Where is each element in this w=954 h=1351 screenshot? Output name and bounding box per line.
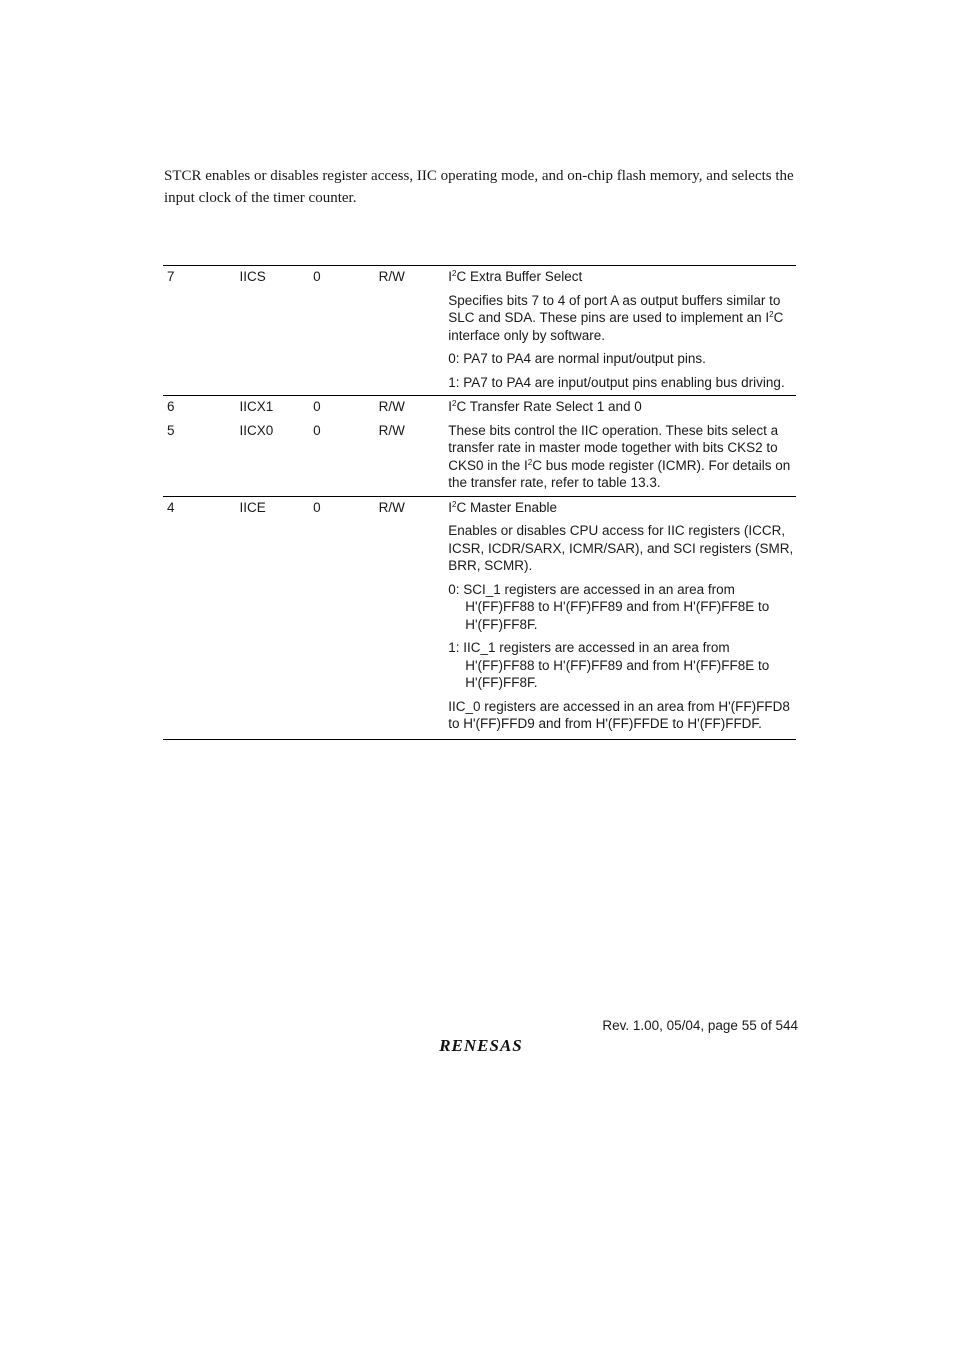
option-1: 1: IIC_1 registers are accessed in an area from H'(FF)FF88 to H'(FF)FF89 and from H'(FF)FF8E to H'(FF)FF8F.	[448, 640, 770, 690]
superscript: 2	[451, 269, 457, 278]
renesas-logo	[420, 1034, 542, 1056]
title-text-pre: I	[448, 269, 452, 284]
bit-name: IICE	[239, 496, 313, 739]
read-write: R/W	[378, 422, 405, 438]
title-text-post: C Master Enable	[456, 499, 557, 515]
superscript: 2	[769, 310, 774, 319]
bit-name: IICX1	[239, 396, 313, 422]
para-text-post: C interface only by software.	[448, 310, 784, 343]
superscript: 2	[451, 499, 457, 509]
title-text-post: C Transfer Rate Select 1 and 0	[456, 399, 642, 414]
superscript: 2	[527, 457, 533, 467]
bit-number: 6	[163, 396, 239, 422]
table-row-bit4	[163, 496, 796, 739]
description-paragraph-2: IIC_0 registers are accessed in an area from H'(FF)FFD8 to H'(FF)FFD9 and from H'(FF)FFDE to H'(FF)FFDF.	[448, 698, 790, 731]
title-text-pre: I	[448, 499, 452, 515]
table-row-bit5	[163, 422, 796, 497]
initial-value: 0	[313, 496, 379, 739]
page-footer-info: Rev. 1.00, 05/04, page 55 of 544	[602, 1018, 798, 1033]
description-paragraph	[448, 292, 796, 345]
description-paragraph: Enables or disables CPU access for IIC registers (ICCR, ICSR, ICDR/SARX, ICMR/SAR), and SCI registers (SMR, BRR, SCMR).	[448, 523, 794, 573]
initial-value: 0	[313, 422, 321, 438]
initial-value: 0	[313, 266, 379, 396]
option-1: 1: PA7 to PA4 are input/output pins enabling bus driving.	[448, 374, 785, 390]
option-0: 0: SCI_1 registers are accessed in an area from H'(FF)FF88 to H'(FF)FF89 and from H'(FF)FF8E to H'(FF)FF8F.	[448, 581, 770, 632]
description-paragraph	[448, 422, 796, 492]
description-title	[448, 499, 796, 517]
title-text-pre: I	[448, 399, 452, 414]
initial-value: 0	[313, 396, 379, 422]
bit-number: 4	[163, 496, 239, 739]
logo-wordmark: RENESAS	[439, 1036, 523, 1055]
superscript: 2	[451, 399, 457, 408]
bit-number: 5	[167, 422, 175, 438]
description-title	[448, 268, 796, 286]
para-text-post: C bus mode register (ICMR). For details on the transfer rate, refer to table 13.3.	[448, 457, 791, 490]
option-0: 0: PA7 to PA4 are normal input/output pins.	[448, 351, 706, 366]
para-text-pre: These bits control the IIC operation. These bits select a transfer rate in master mode together with bits CKS2 to CKS0 in the I	[448, 422, 779, 473]
bit-description	[448, 266, 796, 396]
bit-name: IICS	[239, 266, 313, 396]
register-bit-table	[163, 265, 796, 740]
title-text-post: C Extra Buffer Select	[456, 269, 583, 284]
bit-name: IICX0	[239, 422, 274, 438]
read-write: R/W	[379, 396, 449, 422]
bit-number: 7	[163, 266, 239, 396]
read-write: R/W	[379, 496, 449, 739]
bit-description	[448, 496, 796, 739]
description-title	[448, 398, 796, 416]
para-text-pre: Specifies bits 7 to 4 of port A as output buffers similar to SLC and SDA. These pins are used to implement an I	[448, 292, 781, 325]
table-row-bit7	[163, 266, 796, 396]
bit-description	[448, 422, 796, 497]
table-row-bit6	[163, 396, 796, 422]
bit-description	[448, 396, 796, 422]
intro-paragraph: STCR enables or disables register access, IIC operating mode, and on-chip flash memory, and selects the input clock of the timer counter.	[164, 168, 794, 206]
read-write: R/W	[379, 266, 449, 396]
